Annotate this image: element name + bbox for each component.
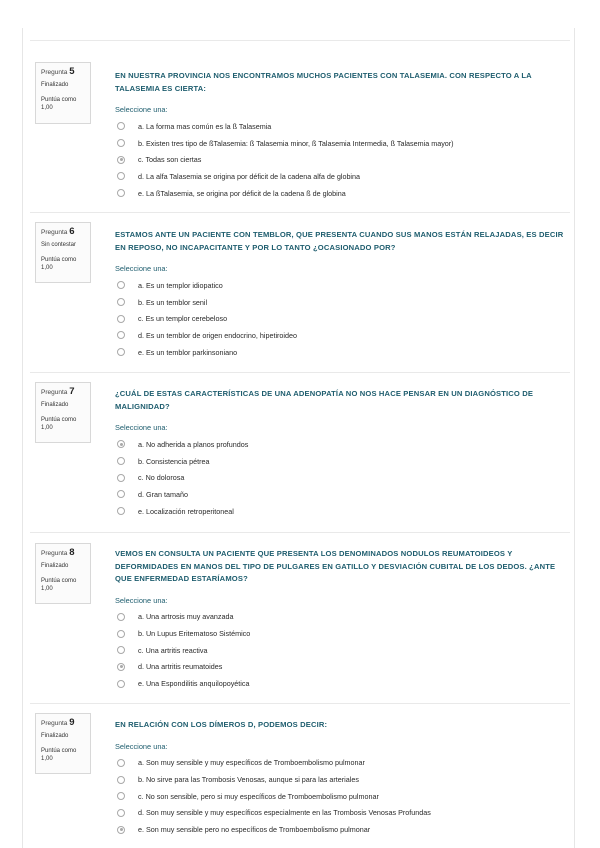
select-prompt: Seleccione una: — [115, 105, 168, 114]
radio-button[interactable] — [117, 315, 125, 323]
answer-label[interactable]: a. Es un templor idiopatico — [138, 280, 223, 290]
radio-button[interactable] — [117, 663, 125, 671]
answer-option[interactable] — [115, 771, 565, 788]
question-state: Finalizado — [41, 733, 69, 739]
answer-label[interactable]: c. No son sensible, pero si muy específicos de Tromboembolismo pulmonar — [138, 791, 379, 801]
radio-button[interactable] — [117, 189, 125, 197]
answer-option[interactable] — [115, 659, 565, 676]
question-number-line — [41, 717, 90, 729]
select-prompt: Seleccione una: — [115, 264, 168, 273]
grade-label: Puntúa como — [41, 578, 77, 584]
grade-value: 1,00 — [41, 105, 53, 111]
grade-label: Puntúa como — [41, 257, 77, 263]
divider — [30, 212, 570, 213]
radio-button[interactable] — [117, 440, 125, 448]
answer-label[interactable]: e. Es un temblor parkinsoniano — [138, 347, 238, 357]
answer-label[interactable]: b. Es un temblor senil — [138, 297, 208, 307]
radio-button[interactable] — [117, 680, 125, 688]
answer-label[interactable]: e. Son muy sensible pero no específicos de Tromboembolismo pulmonar — [138, 825, 371, 835]
answer-label[interactable]: e. Una Espondilitis anquilopoyética — [138, 679, 250, 689]
radio-button[interactable] — [117, 776, 125, 784]
radio-button[interactable] — [117, 826, 125, 834]
question-content — [115, 70, 565, 201]
answer-list — [115, 277, 565, 360]
answer-option[interactable] — [115, 277, 565, 294]
radio-button[interactable] — [117, 348, 125, 356]
question-number: 5 — [69, 66, 75, 77]
answer-label[interactable]: a. La forma mas común es la ß Talasemia — [138, 121, 272, 131]
question-content — [115, 719, 565, 838]
radio-button[interactable] — [117, 646, 125, 654]
select-prompt: Seleccione una: — [115, 595, 168, 605]
question-text: ESTAMOS ANTE UN PACIENTE CON TEMBLOR, QUE PRESENTA CUANDO SUS MANOS ESTÁN RELAJADAS, ES DECIR EN REPOSO, NO INCAPACITANTE Y POR LO TANTO ¿OCASIONADO POR? — [115, 230, 564, 252]
answer-option[interactable] — [115, 135, 565, 152]
answer-label[interactable]: d. Es un temblor de origen endocrino, hipetiroideo — [138, 330, 298, 340]
answer-list — [115, 609, 565, 692]
question-content — [115, 388, 565, 519]
question-number-line — [41, 547, 90, 559]
answer-label[interactable]: c. Es un templor cerebeloso — [138, 314, 228, 324]
select-prompt: Seleccione una: — [115, 423, 168, 432]
grade-label: Puntúa como — [41, 748, 77, 754]
answer-option[interactable] — [115, 310, 565, 327]
answer-option[interactable] — [115, 453, 565, 470]
answer-option[interactable] — [115, 486, 565, 503]
question-state: Sin contestar — [41, 242, 77, 248]
answer-list — [115, 118, 565, 201]
answer-label[interactable]: c. No dolorosa — [138, 473, 185, 483]
question-text: VEMOS EN CONSULTA UN PACIENTE QUE PRESENTA LOS DENOMINADOS NODULOS REUMATOIDEOS Y DEFORMIDADES EN MANOS DEL TIPO DE PULGARES EN GATILLO Y DESVIACIÓN CUBITAL DE LOS DEDOS. ¿ANTE QUE ENFERMEDAD ESTARÍAMOS? — [115, 549, 556, 583]
answer-label[interactable]: a. Una artrosis muy avanzada — [138, 612, 234, 622]
answer-option[interactable] — [115, 755, 565, 772]
radio-button[interactable] — [117, 474, 125, 482]
radio-button[interactable] — [117, 139, 125, 147]
answer-option[interactable] — [115, 118, 565, 135]
question-number-line — [41, 386, 90, 398]
question-content — [115, 548, 565, 692]
question-state: Finalizado — [41, 402, 69, 408]
grade-label: Puntúa como — [41, 97, 77, 103]
answer-option[interactable] — [115, 168, 565, 185]
answer-option[interactable] — [115, 788, 565, 805]
radio-button[interactable] — [117, 172, 125, 180]
radio-button[interactable] — [117, 281, 125, 289]
answer-label[interactable]: c. Una artritis reactiva — [138, 645, 208, 655]
answer-label[interactable]: c. Todas son ciertas — [138, 155, 202, 165]
radio-button[interactable] — [117, 490, 125, 498]
answer-list — [115, 755, 565, 838]
answer-label[interactable]: b. No sirve para las Trombosis Venosas, aunque si para las arteriales — [138, 775, 359, 785]
answer-label[interactable]: b. Consistencia pétrea — [138, 456, 210, 466]
answer-option[interactable] — [115, 294, 565, 311]
answer-option[interactable] — [115, 625, 565, 642]
question-label: Pregunta — [41, 229, 68, 236]
question-number-line — [41, 66, 90, 78]
question-label: Pregunta — [41, 550, 68, 557]
divider — [30, 40, 570, 41]
answer-option[interactable] — [115, 821, 565, 838]
answer-option[interactable] — [115, 151, 565, 168]
answer-option[interactable] — [115, 609, 565, 626]
answer-label[interactable]: d. Gran tamaño — [138, 489, 188, 499]
question-number: 7 — [69, 386, 75, 397]
answer-option[interactable] — [115, 675, 565, 692]
question-info-box — [35, 543, 91, 604]
answer-option[interactable] — [115, 185, 565, 202]
answer-list — [115, 436, 565, 519]
select-prompt: Seleccione una: — [115, 741, 168, 751]
divider — [30, 532, 570, 533]
question-label: Pregunta — [41, 69, 68, 76]
answer-label[interactable]: d. Son muy sensible y muy específicos especialmente en las Trombosis Venosas Profundas — [138, 808, 431, 818]
answer-label[interactable]: d. La alfa Talasemia se origina por déficit de la cadena alfa de globina — [138, 171, 361, 181]
radio-button[interactable] — [117, 156, 125, 164]
radio-button[interactable] — [117, 759, 125, 767]
question-label: Pregunta — [41, 720, 68, 727]
answer-option[interactable] — [115, 805, 565, 822]
grade-label: Puntúa como — [41, 417, 77, 423]
radio-button[interactable] — [117, 507, 125, 515]
answer-label[interactable]: b. Un Lupus Eritematoso Sistémico — [138, 629, 251, 639]
question-info-box — [35, 62, 91, 124]
question-state: Finalizado — [41, 82, 69, 88]
answer-label[interactable]: e. La ßTalasemia, se origina por déficit de la cadena ß de globina — [138, 188, 346, 198]
question-number: 8 — [69, 547, 75, 558]
answer-label[interactable]: d. Una artritis reumatoides — [138, 662, 223, 672]
divider — [30, 372, 570, 373]
radio-button[interactable] — [117, 298, 125, 306]
radio-button[interactable] — [117, 809, 125, 817]
question-info-box — [35, 713, 91, 774]
question-state: Finalizado — [41, 563, 69, 569]
grade-value: 1,00 — [41, 756, 53, 762]
answer-option[interactable] — [115, 344, 565, 361]
radio-button[interactable] — [117, 331, 125, 339]
divider — [30, 703, 570, 704]
radio-button[interactable] — [117, 630, 125, 638]
grade-value: 1,00 — [41, 586, 53, 592]
question-text: EN RELACIÓN CON LOS DÍMEROS D, PODEMOS DECIR: — [115, 720, 328, 729]
question-label: Pregunta — [41, 389, 68, 396]
question-info-box — [35, 222, 91, 283]
question-number-line — [41, 226, 90, 238]
radio-button[interactable] — [117, 457, 125, 465]
radio-button[interactable] — [117, 792, 125, 800]
answer-label[interactable]: a. No adherida a planos profundos — [138, 439, 249, 449]
question-number: 9 — [69, 717, 75, 728]
question-info-box — [35, 382, 91, 443]
answer-option[interactable] — [115, 327, 565, 344]
question-number: 6 — [69, 226, 75, 237]
answer-label[interactable]: b. Existen tres tipo de ßTalasemia: ß Talasemia minor, ß Talasemia Intermedia, ß Talasemia mayor) — [138, 138, 454, 148]
radio-button[interactable] — [117, 122, 125, 130]
answer-label[interactable]: a. Son muy sensible y muy específicos de Tromboembolismo pulmonar — [138, 758, 365, 768]
answer-option[interactable] — [115, 503, 565, 520]
question-text: EN NUESTRA PROVINCIA NOS ENCONTRAMOS MUCHOS PACIENTES CON TALASEMIA. CON RESPECTO A LA TALASEMIA ES CIERTA: — [115, 71, 532, 93]
question-content — [115, 229, 565, 360]
answer-option[interactable] — [115, 436, 565, 453]
grade-value: 1,00 — [41, 265, 53, 271]
question-text: ¿CUÁL DE ESTAS CARACTERÍSTICAS DE UNA ADENOPATÍA NO NOS HACE PENSAR EN UN DIAGNÓSTICO DE MALIGNIDAD? — [115, 389, 534, 411]
grade-value: 1,00 — [41, 425, 53, 431]
answer-label[interactable]: e. Localización retroperitoneal — [138, 506, 234, 516]
answer-option[interactable] — [115, 642, 565, 659]
answer-option[interactable] — [115, 469, 565, 486]
radio-button[interactable] — [117, 613, 125, 621]
